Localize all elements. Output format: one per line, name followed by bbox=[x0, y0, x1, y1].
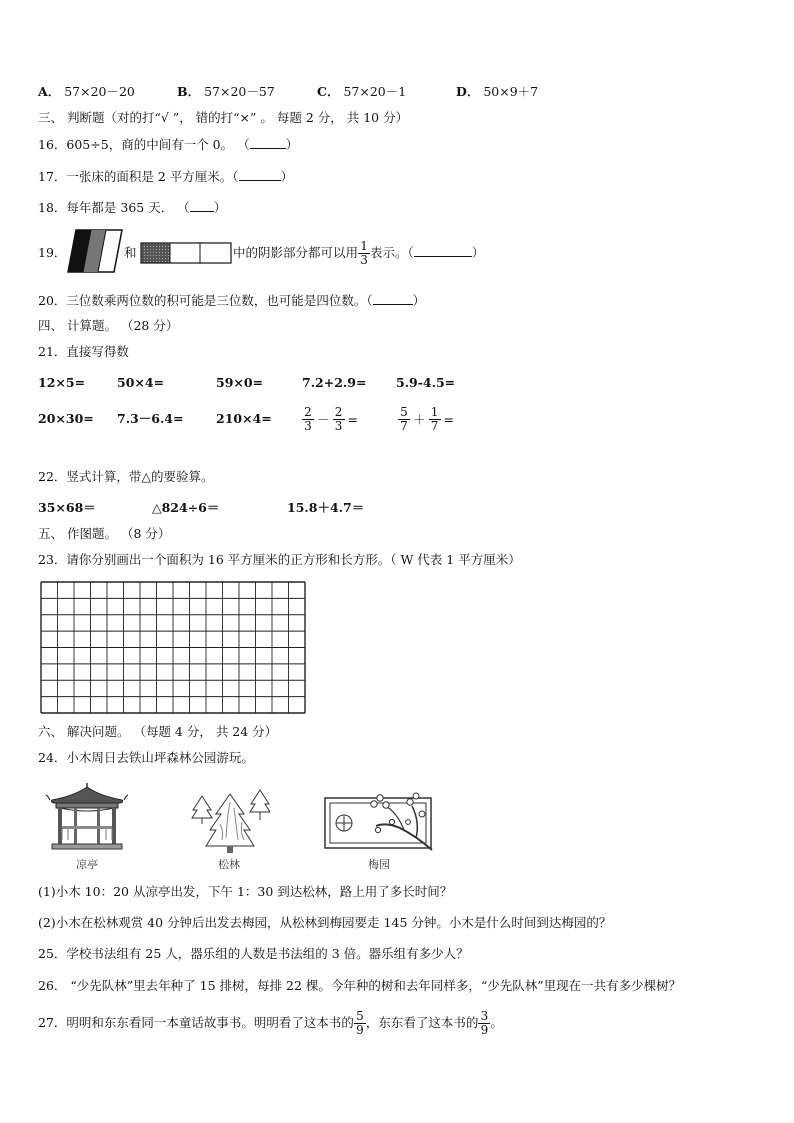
q15-option-c bbox=[317, 84, 406, 100]
question-19-number: 19． bbox=[38, 245, 67, 260]
q15-option-b bbox=[177, 84, 275, 100]
fraction-three-ninths bbox=[479, 1010, 489, 1037]
vertical-calc-item: 35×68＝ bbox=[38, 500, 96, 515]
pine-forest-illustration bbox=[190, 788, 270, 854]
fraction-denominator: 7 bbox=[400, 419, 408, 433]
fraction bbox=[303, 406, 313, 433]
calc-fraction-subtract bbox=[302, 400, 361, 439]
caption-pine-forest: 松林 bbox=[218, 858, 240, 871]
question-27-end: 。 bbox=[490, 1015, 503, 1030]
question-19-tail: 表示。（ bbox=[370, 245, 414, 260]
caption-plum-garden: 梅园 bbox=[368, 858, 390, 871]
paren-close: ） bbox=[280, 169, 294, 184]
fraction-numerator: 3 bbox=[480, 1009, 489, 1023]
option-letter: C． bbox=[317, 84, 340, 99]
option-letter: B． bbox=[177, 84, 201, 99]
calc-item: 5.9-4.5= bbox=[396, 375, 456, 390]
fraction-denominator: 9 bbox=[356, 1023, 364, 1037]
question-19-mid: 中的阴影部分都可以用 bbox=[233, 245, 359, 260]
option-letter: A． bbox=[38, 84, 61, 99]
plum-garden-illustration bbox=[324, 792, 434, 852]
section-4-title: 四、 计算题。 （28 分） bbox=[38, 318, 179, 333]
question-25: 25．学校书法组有 25 人，器乐组的人数是书法组的 3 倍。器乐组有多少人？ bbox=[38, 946, 469, 961]
question-17-text: 17．一张床的面积是 2 平方厘米。（ bbox=[38, 169, 239, 184]
fraction-denominator: 3 bbox=[334, 419, 343, 433]
fraction-numerator: 2 bbox=[304, 405, 312, 419]
paren-close: ） bbox=[412, 293, 426, 308]
question-23: 23．请你分别画出一个面积为 16 平方厘米的正方形和长方形。（ W 代表 1 平方厘米） bbox=[38, 552, 521, 567]
section-3-title: 三、 判断题（对的打“√ ”， 错的打“×” 。 每题 2 分， 共 10 分） bbox=[38, 110, 409, 125]
fraction bbox=[430, 406, 440, 433]
calc-fraction-add bbox=[398, 400, 457, 439]
q15-option-d bbox=[456, 84, 538, 100]
drawing-grid[interactable] bbox=[40, 581, 306, 714]
question-19-and: 和 bbox=[124, 245, 137, 260]
calc-item: 59×0= bbox=[216, 375, 264, 390]
fraction-numerator: 5 bbox=[356, 1009, 364, 1023]
fraction-numerator: 2 bbox=[334, 405, 343, 419]
question-21-title: 21．直接写得数 bbox=[38, 344, 129, 359]
question-20-text: 20．三位数乘两位数的积可能是三位数，也可能是四位数。（ bbox=[38, 293, 373, 308]
question-27-mid: ，东东看了这本书的 bbox=[365, 1015, 479, 1030]
question-18-text: 18．每年都是 365 天． （ bbox=[38, 200, 190, 215]
calc-item: 12×5= bbox=[38, 375, 86, 390]
option-text: 57×20－1 bbox=[343, 84, 407, 99]
equals: = bbox=[347, 411, 358, 427]
pavilion-illustration bbox=[46, 782, 128, 850]
fraction-numerator: 1 bbox=[430, 405, 439, 419]
calc-item: 7.2+2.9= bbox=[302, 375, 367, 390]
fraction-denominator: 3 bbox=[304, 419, 312, 433]
parallelogram-figure bbox=[66, 228, 126, 274]
question-24-part-2: (2)小木在松林观赏 40 分钟后出发去梅园，从松林到梅园要走 145 分钟。小木是什么时间到达梅园的？ bbox=[38, 915, 612, 930]
calc-item: 20×30= bbox=[38, 411, 94, 426]
question-16-text: 16．605÷5，商的中间有一个 0。 （ bbox=[38, 137, 250, 152]
q15-option-a bbox=[38, 84, 135, 100]
paren-close: ） bbox=[285, 137, 299, 152]
question-27 bbox=[38, 1004, 503, 1042]
fraction-denominator: 3 bbox=[360, 253, 368, 267]
calc-item: 50×4= bbox=[117, 375, 165, 390]
calc-item: 7.3－6.4= bbox=[117, 411, 184, 426]
question-19-statement bbox=[233, 237, 484, 269]
fraction-denominator: 9 bbox=[480, 1023, 489, 1037]
answer-blank[interactable] bbox=[190, 199, 214, 212]
answer-blank[interactable] bbox=[239, 168, 281, 181]
question-24-title: 24．小木周日去铁山坪森林公园游玩。 bbox=[38, 750, 254, 765]
question-18 bbox=[38, 199, 226, 216]
equals: = bbox=[443, 411, 454, 427]
option-letter: D． bbox=[456, 84, 480, 99]
fraction-denominator: 7 bbox=[430, 419, 439, 433]
rectangle-figure bbox=[140, 242, 232, 264]
fraction bbox=[399, 406, 409, 433]
paren-close: ） bbox=[213, 200, 227, 215]
question-22-title: 22．竖式计算，带△的要验算。 bbox=[38, 469, 214, 484]
question-20 bbox=[38, 292, 425, 309]
caption-pavilion: 凉亭 bbox=[76, 858, 98, 871]
question-17 bbox=[38, 168, 293, 185]
option-text: 57×20－20 bbox=[64, 84, 135, 99]
operator: ＋ bbox=[413, 411, 426, 427]
question-27-pre: 27．明明和东东看同一本童话故事书。明明看了这本书的 bbox=[38, 1015, 354, 1030]
option-text: 50×9＋7 bbox=[483, 84, 539, 99]
operator: － bbox=[317, 411, 330, 427]
option-text: 57×20－57 bbox=[204, 84, 275, 99]
answer-blank[interactable] bbox=[250, 136, 286, 149]
fraction-five-ninths bbox=[355, 1010, 365, 1037]
section-5-title: 五、 作图题。 （8 分） bbox=[38, 526, 171, 541]
vertical-calc-item: 15.8＋4.7＝ bbox=[287, 500, 365, 515]
question-24-part-1: (1)小木 10：20 从凉亭出发，下午 1：30 到达松林，路上用了多长时间？ bbox=[38, 884, 453, 899]
fraction-one-third bbox=[359, 240, 369, 267]
fraction bbox=[334, 406, 344, 433]
fraction-numerator: 1 bbox=[360, 239, 368, 253]
fraction-numerator: 5 bbox=[400, 405, 408, 419]
section-6-title: 六、 解决问题。 （每题 4 分， 共 24 分） bbox=[38, 724, 278, 739]
paren-close: ） bbox=[471, 245, 485, 260]
answer-blank[interactable] bbox=[373, 292, 413, 305]
calc-item: 210×4= bbox=[216, 411, 272, 426]
answer-blank[interactable] bbox=[414, 244, 472, 257]
vertical-calc-item: △824÷6＝ bbox=[152, 500, 220, 515]
question-26: 26． “少先队林”里去年种了 15 排树，每排 22 棵。今年种的树和去年同样多，“少先队林”里现在一共有多少棵树？ bbox=[38, 978, 682, 993]
question-16 bbox=[38, 136, 298, 153]
